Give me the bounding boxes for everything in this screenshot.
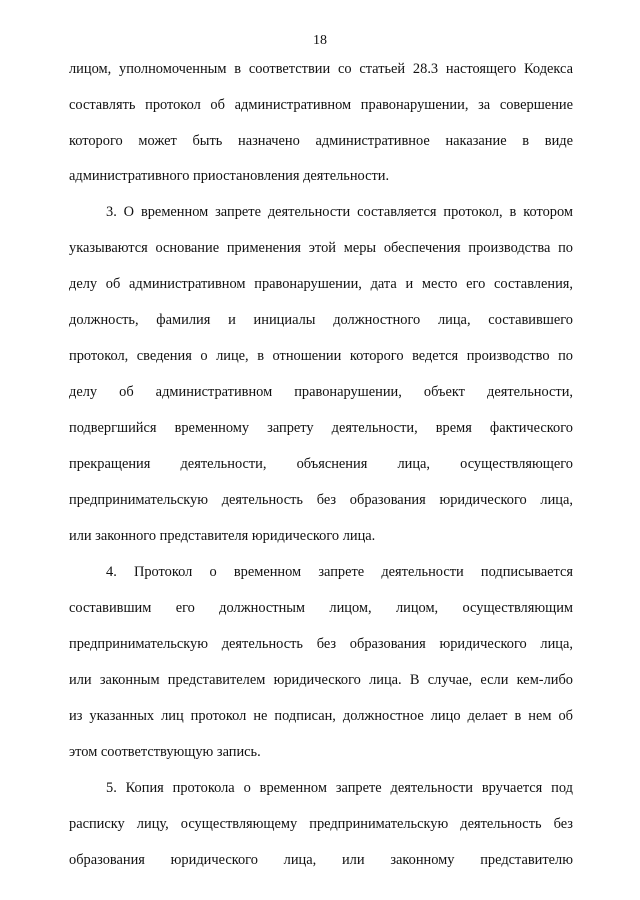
text-line: которого может быть назначено административное наказание в виде [69,133,573,149]
text-line: делу об административном правонарушении, дата и место его составления, [69,276,573,292]
text-line: расписку лицу, осуществляющему предпринимательскую деятельность без [69,816,573,832]
text-line: этом соответствующую запись. [69,744,261,760]
page-number: 18 [313,33,327,48]
text-line: образования юридического лица, или законному представителю [69,852,573,868]
text-line: из указанных лиц протокол не подписан, должностное лицо делает в нем об [69,708,573,724]
paragraph-3-first-line: 3. О временном запрете деятельности составляется протокол, в котором [106,204,573,220]
text-line: лицом, уполномоченным в соответствии со статьей 28.3 настоящего Кодекса [69,61,573,77]
text-line: должность, фамилия и инициалы должностного лица, составившего [69,312,573,328]
text-line: или законным представителем юридического лица. В случае, если кем-либо [69,672,573,688]
text-line: указываются основание применения этой меры обеспечения производства по [69,240,573,256]
text-line: подвергшийся временному запрету деятельности, время фактического [69,420,573,436]
text-line: составлять протокол об административном правонарушении, за совершение [69,97,573,113]
paragraph-5-first-line: 5. Копия протокола о временном запрете деятельности вручается под [106,780,573,796]
text-line: составившим его должностным лицом, лицом, осуществляющим [69,600,573,616]
text-line: предпринимательскую деятельность без образования юридического лица, [69,636,573,652]
text-line: административного приостановления деятельности. [69,168,390,184]
text-line: протокол, сведения о лице, в отношении которого ведется производство по [69,348,573,364]
text-line: или законного представителя юридического лица. [69,528,376,544]
text-line: делу об административном правонарушении, объект деятельности, [69,384,573,400]
paragraph-4-first-line: 4. Протокол о временном запрете деятельности подписывается [106,564,573,580]
text-line: предпринимательскую деятельность без образования юридического лица, [69,492,573,508]
text-line: прекращения деятельности, объяснения лица, осуществляющего [69,456,573,472]
